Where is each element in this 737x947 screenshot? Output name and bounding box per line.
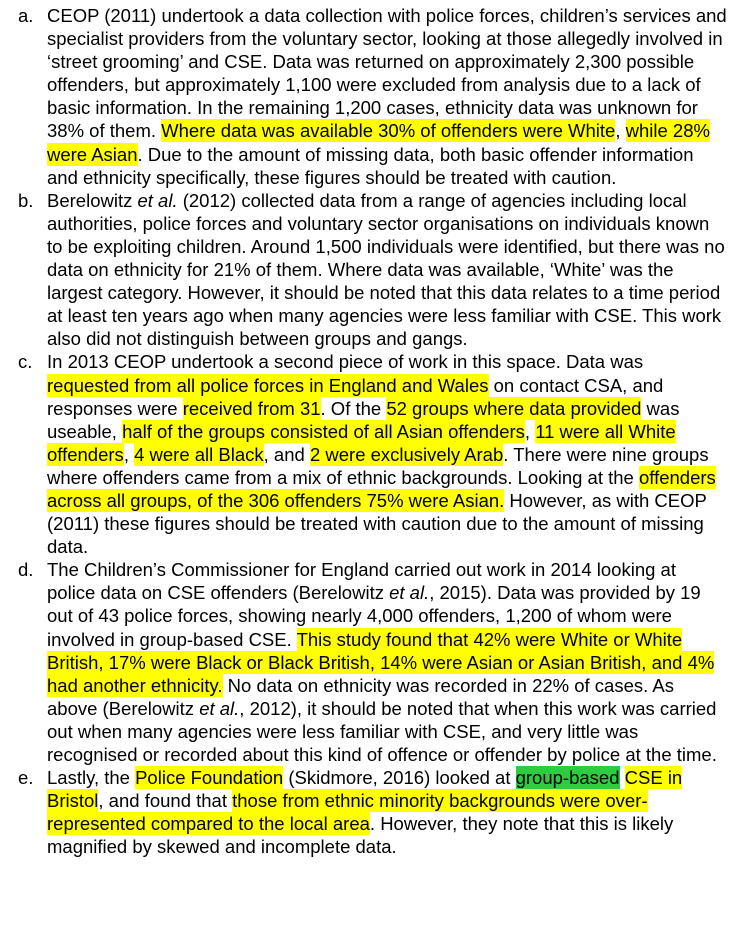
highlighted-text: Police Foundation [135, 767, 284, 789]
italic-text: et al. [137, 189, 178, 211]
highlighted-text: 11 were all White offenders [47, 420, 676, 465]
text-run: . Due to the amount of missing data, both basic offender information and ethnicity specifically, these figures should be treated with caution. [47, 143, 694, 188]
highlighted-text: 52 groups where data provided [386, 397, 642, 419]
highlighted-text: 2 were exclusively Arab [309, 443, 504, 465]
text-run: . Of the [320, 397, 387, 419]
text-run: was useable, [47, 397, 680, 442]
text-run: , [123, 443, 135, 465]
highlighted-text: Where data was available 30% of offenders were White [161, 120, 616, 142]
list-marker: c. [18, 351, 33, 373]
text-run: , [524, 420, 536, 442]
text-run: , and found that [98, 790, 233, 812]
text-run: The Children’s Commissioner for England carried out work in 2014 looking at police data on CSE offenders (Berelowitz [47, 559, 676, 604]
list-item-a [8, 4, 729, 189]
highlighted-text: CSE in Bristol [47, 767, 683, 812]
text-run: . However, they note that this is likely magnified by skewed and incomplete data. [47, 813, 674, 858]
highlighted-text: This study found that 42% were White or White British, 17% were Black or Black British, 14% were Asian or Asian British, and 4% had another ethnicity. [47, 628, 715, 696]
list-marker: d. [18, 559, 34, 581]
text-run: Lastly, the [47, 767, 136, 789]
list-item-b [8, 189, 729, 351]
list-item-e [8, 766, 729, 858]
text-run: In 2013 CEOP undertook a second piece of work in this space. Data was [47, 351, 644, 373]
highlighted-text: half of the groups consisted of all Asian offenders [122, 420, 525, 442]
list-marker: e. [18, 767, 34, 789]
highlighted-text: 4 were all Black [134, 443, 264, 465]
text-run: Berelowitz [47, 189, 138, 211]
text-run: . There were nine groups where offenders came from a mix of ethnic backgrounds. Looking at the [47, 443, 709, 488]
text-run: CEOP (2011) undertook a data collection with police forces, children’s services and specialist providers from the voluntary sector, looking at those allegedly involved in ‘street grooming’ and CSE. Data was returned on approximately 2,300 possible offenders, but approximately 1,100 were excluded from analysis due to a lack of basic information. In the remaining 1,200 cases, ethnicity data was unknown for 38% of them. [47, 5, 727, 142]
italic-text: et al. [389, 582, 430, 604]
list-item-c [8, 350, 729, 558]
text-run: , and [263, 443, 310, 465]
highlighted-text: offenders across all groups, of the 306 offenders 75% were Asian. [47, 466, 716, 511]
italic-text: et al. [199, 697, 240, 719]
text-run [620, 767, 625, 788]
text-run: on contact CSA, and responses were [47, 374, 664, 419]
list-marker: b. [18, 189, 34, 211]
text-run: (2012) collected data from a range of agencies including local authorities, police forces and voluntary sector organisations on individuals known to be exploiting children. Around 1,500 individuals were identified, but there was no data on ethnicity for 21% of them. Where data was available, ‘White’ was the largest category. However, it should be noted that this data relates to a time period at least ten years ago when many agencies were less familiar with CSE. This work also did not distinguish between groups and gangs. [47, 189, 725, 350]
text-run: , 2012), it should be noted that when this work was carried out when many agencies were less familiar with CSE, and very little was recognised or recorded about this kind of offence or offender by police at the time. [47, 697, 717, 765]
text-run: (Skidmore, 2016) looked at [283, 767, 516, 789]
text-run: However, as with CEOP (2011) these figures should be treated with caution due to the amount of missing data. [47, 489, 707, 558]
green-highlighted-text: group-based [515, 767, 620, 789]
text-run: , 2015). Data was provided by 19 out of 43 police forces, showing nearly 4,000 offenders, 1,200 of whom were involved in group-based CSE. [47, 582, 701, 650]
highlighted-text: received from 31 [182, 397, 321, 419]
text-run: , [615, 120, 626, 142]
highlighted-text: while 28% were Asian [47, 120, 710, 165]
text-run: No data on ethnicity was recorded in 22% of cases. As above (Berelowitz [47, 674, 674, 719]
list-marker: a. [18, 5, 34, 26]
highlighted-text: those from ethnic minority backgrounds were over-represented compared to the local area [47, 790, 648, 835]
highlighted-text: requested from all police forces in England and Wales [47, 374, 489, 396]
list-item-d [8, 558, 729, 766]
